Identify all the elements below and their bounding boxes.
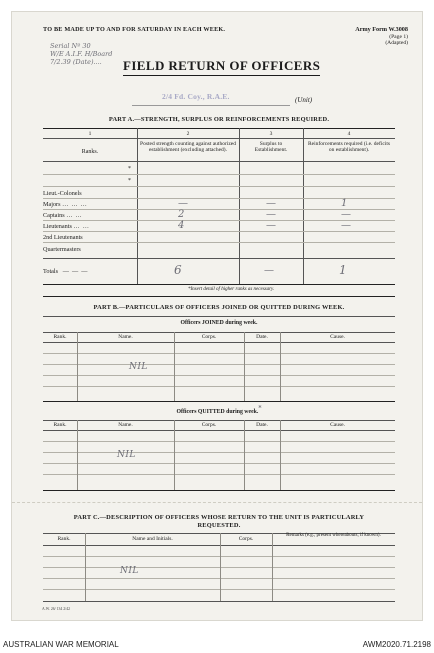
majors-reinforcements: 1: [341, 198, 348, 209]
part-c-heading-line: PART C.—DESCRIPTION OF OFFICERS WHOSE RETURN TO THE UNIT IS PARTICULARLY: [73, 514, 365, 521]
col-header-posted-strength: Posted strength counting against authorized establishment (excluding attached).: [140, 141, 236, 153]
quitted-col-date: Date.: [256, 422, 268, 428]
asterisk-marker: *: [128, 166, 131, 172]
row-rule: [43, 567, 395, 568]
totals-label: Totals — — —: [43, 268, 88, 275]
quitted-col-divider: [174, 420, 175, 490]
row-rule: [43, 556, 395, 557]
col-number-4: 4: [347, 131, 351, 137]
joined-col-date: Date.: [256, 334, 268, 340]
quitted-col-divider: [280, 420, 281, 490]
row-rule: [43, 231, 395, 232]
totals-posted: 6: [174, 263, 182, 277]
quitted-col-divider: [77, 420, 78, 490]
form-title: FIELD RETURN OF OFFICERS: [123, 58, 320, 76]
form-sheet: [12, 12, 422, 620]
part-c-col-divider: [220, 533, 221, 601]
col-header-reinforcements: Reinforcements required (i.e. deficits on establishment).: [307, 141, 390, 153]
totals-surplus: —: [264, 265, 274, 276]
row-rule: [43, 174, 395, 175]
joined-col-cause: Cause.: [330, 334, 345, 340]
col-number-rule: [43, 138, 395, 139]
row-rule: [43, 353, 395, 354]
quitted-col-corps: Corps.: [201, 422, 217, 428]
row-rule: [43, 578, 395, 579]
row-rule: [43, 258, 395, 259]
row-rule: [43, 375, 395, 376]
part-c-col-name: Name and Initials.: [132, 536, 173, 542]
part-c-heading: [43, 514, 395, 530]
col-number-2: 2: [186, 131, 190, 137]
archive-name: AUSTRALIAN WAR MEMORIAL: [3, 640, 119, 649]
col-number-3: 3: [269, 131, 273, 137]
pencil-serial-note: [50, 42, 112, 66]
lieutenants-reinforcements: —: [341, 220, 351, 231]
row-rule: [43, 441, 395, 442]
quitted-bottom-rule: [43, 490, 395, 491]
fold-line: [12, 502, 422, 503]
unit-label: (Unit): [295, 96, 313, 104]
row-rule: [43, 386, 395, 387]
form-number: Army Form W.3008: [355, 26, 408, 33]
rank-label-lieutenants: Lieutenants … …: [43, 223, 89, 230]
row-rule: [43, 463, 395, 464]
quitted-col-rank: Rank.: [53, 422, 67, 428]
joined-col-divider: [77, 332, 78, 401]
col-header-surplus: Surplus to Establishment.: [254, 141, 288, 153]
printer-code: A.W. 26/ 134 2/42: [42, 607, 71, 611]
quitted-nil-entry: NIL: [117, 450, 136, 460]
row-rule: [43, 364, 395, 365]
archive-footer: [0, 636, 434, 653]
part-c-bottom-rule: [43, 601, 395, 602]
col-number-1: 1: [88, 131, 92, 137]
pencil-note-line: W/E A.I.F. H/Board: [50, 50, 113, 58]
row-rule: [43, 474, 395, 475]
joined-header-rule: [43, 342, 395, 343]
part-a-top-rule: [43, 128, 395, 129]
joined-col-divider: [174, 332, 175, 401]
rank-label-majors: Majors … … …: [43, 201, 87, 208]
joined-col-divider: [244, 332, 245, 401]
quitted-heading: Officers QUITTED during week.*: [176, 405, 262, 415]
majors-surplus: —: [266, 198, 276, 209]
row-rule: [43, 186, 395, 187]
captains-posted: 2: [178, 209, 185, 220]
unit-stamp: 2/4 Fd. Coy., R.A.E.: [162, 92, 230, 101]
part-a-col-divider: [239, 128, 240, 284]
part-c-heading-line: REQUESTED.: [197, 522, 241, 529]
part-c-nil-entry: NIL: [120, 566, 139, 576]
rank-label-lieut-colonels: Lieut.-Colonels: [43, 190, 82, 197]
joined-col-rank: Rank.: [53, 334, 67, 340]
majors-posted: —: [178, 198, 188, 209]
captains-surplus: —: [266, 209, 276, 220]
col-header-ranks: Ranks.: [81, 149, 99, 155]
part-c-col-rank: Rank.: [57, 536, 71, 542]
part-c-col-divider: [272, 533, 273, 601]
part-c-col-remarks: Remarks (e.g., present whereabouts, if known).: [286, 533, 381, 538]
part-a-heading: PART A.—STRENGTH, SURPLUS OR REINFORCEMENTS REQUIRED.: [108, 116, 330, 123]
part-b-heading-rule: [43, 316, 395, 317]
form-number-block: [355, 26, 408, 46]
part-a-col-divider: [303, 128, 304, 284]
joined-col-name: Name.: [118, 334, 133, 340]
part-b-top-rule: [43, 296, 395, 297]
asterisk-marker: *: [128, 178, 131, 184]
joined-top-rule: [43, 332, 395, 333]
form-page: (Page 1): [389, 34, 408, 40]
joined-col-divider: [280, 332, 281, 401]
joined-bottom-rule: [43, 401, 395, 402]
part-c-col-divider: [85, 533, 86, 601]
rank-label-2nd-lieutenants: 2nd Lieutenants: [43, 234, 83, 241]
row-rule: [43, 589, 395, 590]
quitted-col-divider: [244, 420, 245, 490]
quitted-header-rule: [43, 430, 395, 431]
archive-accession: AWM2020.71.2198: [362, 640, 431, 649]
col-header-rule: [43, 161, 395, 162]
unit-line: [132, 105, 290, 106]
form-instruction: TO BE MADE UP TO AND FOR SATURDAY IN EACH WEEK.: [43, 26, 226, 33]
lieutenants-surplus: —: [266, 220, 276, 231]
part-a-footnote: *Insert detail of higher ranks as necessary.: [188, 287, 275, 292]
pencil-note-line: 7/2.39 (Date)....: [50, 58, 102, 66]
part-a-bottom-rule: [43, 284, 395, 285]
joined-col-corps: Corps.: [201, 334, 217, 340]
rank-label-captains: Captains … …: [43, 212, 82, 219]
quitted-top-rule: [43, 420, 395, 421]
lieutenants-posted: 4: [178, 220, 185, 231]
quitted-col-cause: Cause.: [330, 422, 345, 428]
part-c-col-corps: Corps.: [238, 536, 254, 542]
rank-label-quartermasters: Quartermasters: [43, 246, 81, 253]
pencil-note-line: Serial Nº 30: [50, 42, 91, 50]
form-adapted: (Adapted): [385, 40, 408, 46]
joined-nil-entry: NIL: [129, 362, 148, 372]
joined-heading: Officers JOINED during week.: [180, 320, 258, 326]
captains-reinforcements: —: [341, 209, 351, 220]
part-b-heading: PART B.—PARTICULARS OF OFFICERS JOINED OR QUITTED DURING WEEK.: [93, 304, 345, 311]
row-rule: [43, 242, 395, 243]
totals-reinforcements: 1: [339, 263, 347, 277]
part-a-col-divider: [137, 128, 138, 284]
quitted-col-name: Name.: [118, 422, 133, 428]
part-c-header-rule: [43, 545, 395, 546]
row-rule: [43, 452, 395, 453]
